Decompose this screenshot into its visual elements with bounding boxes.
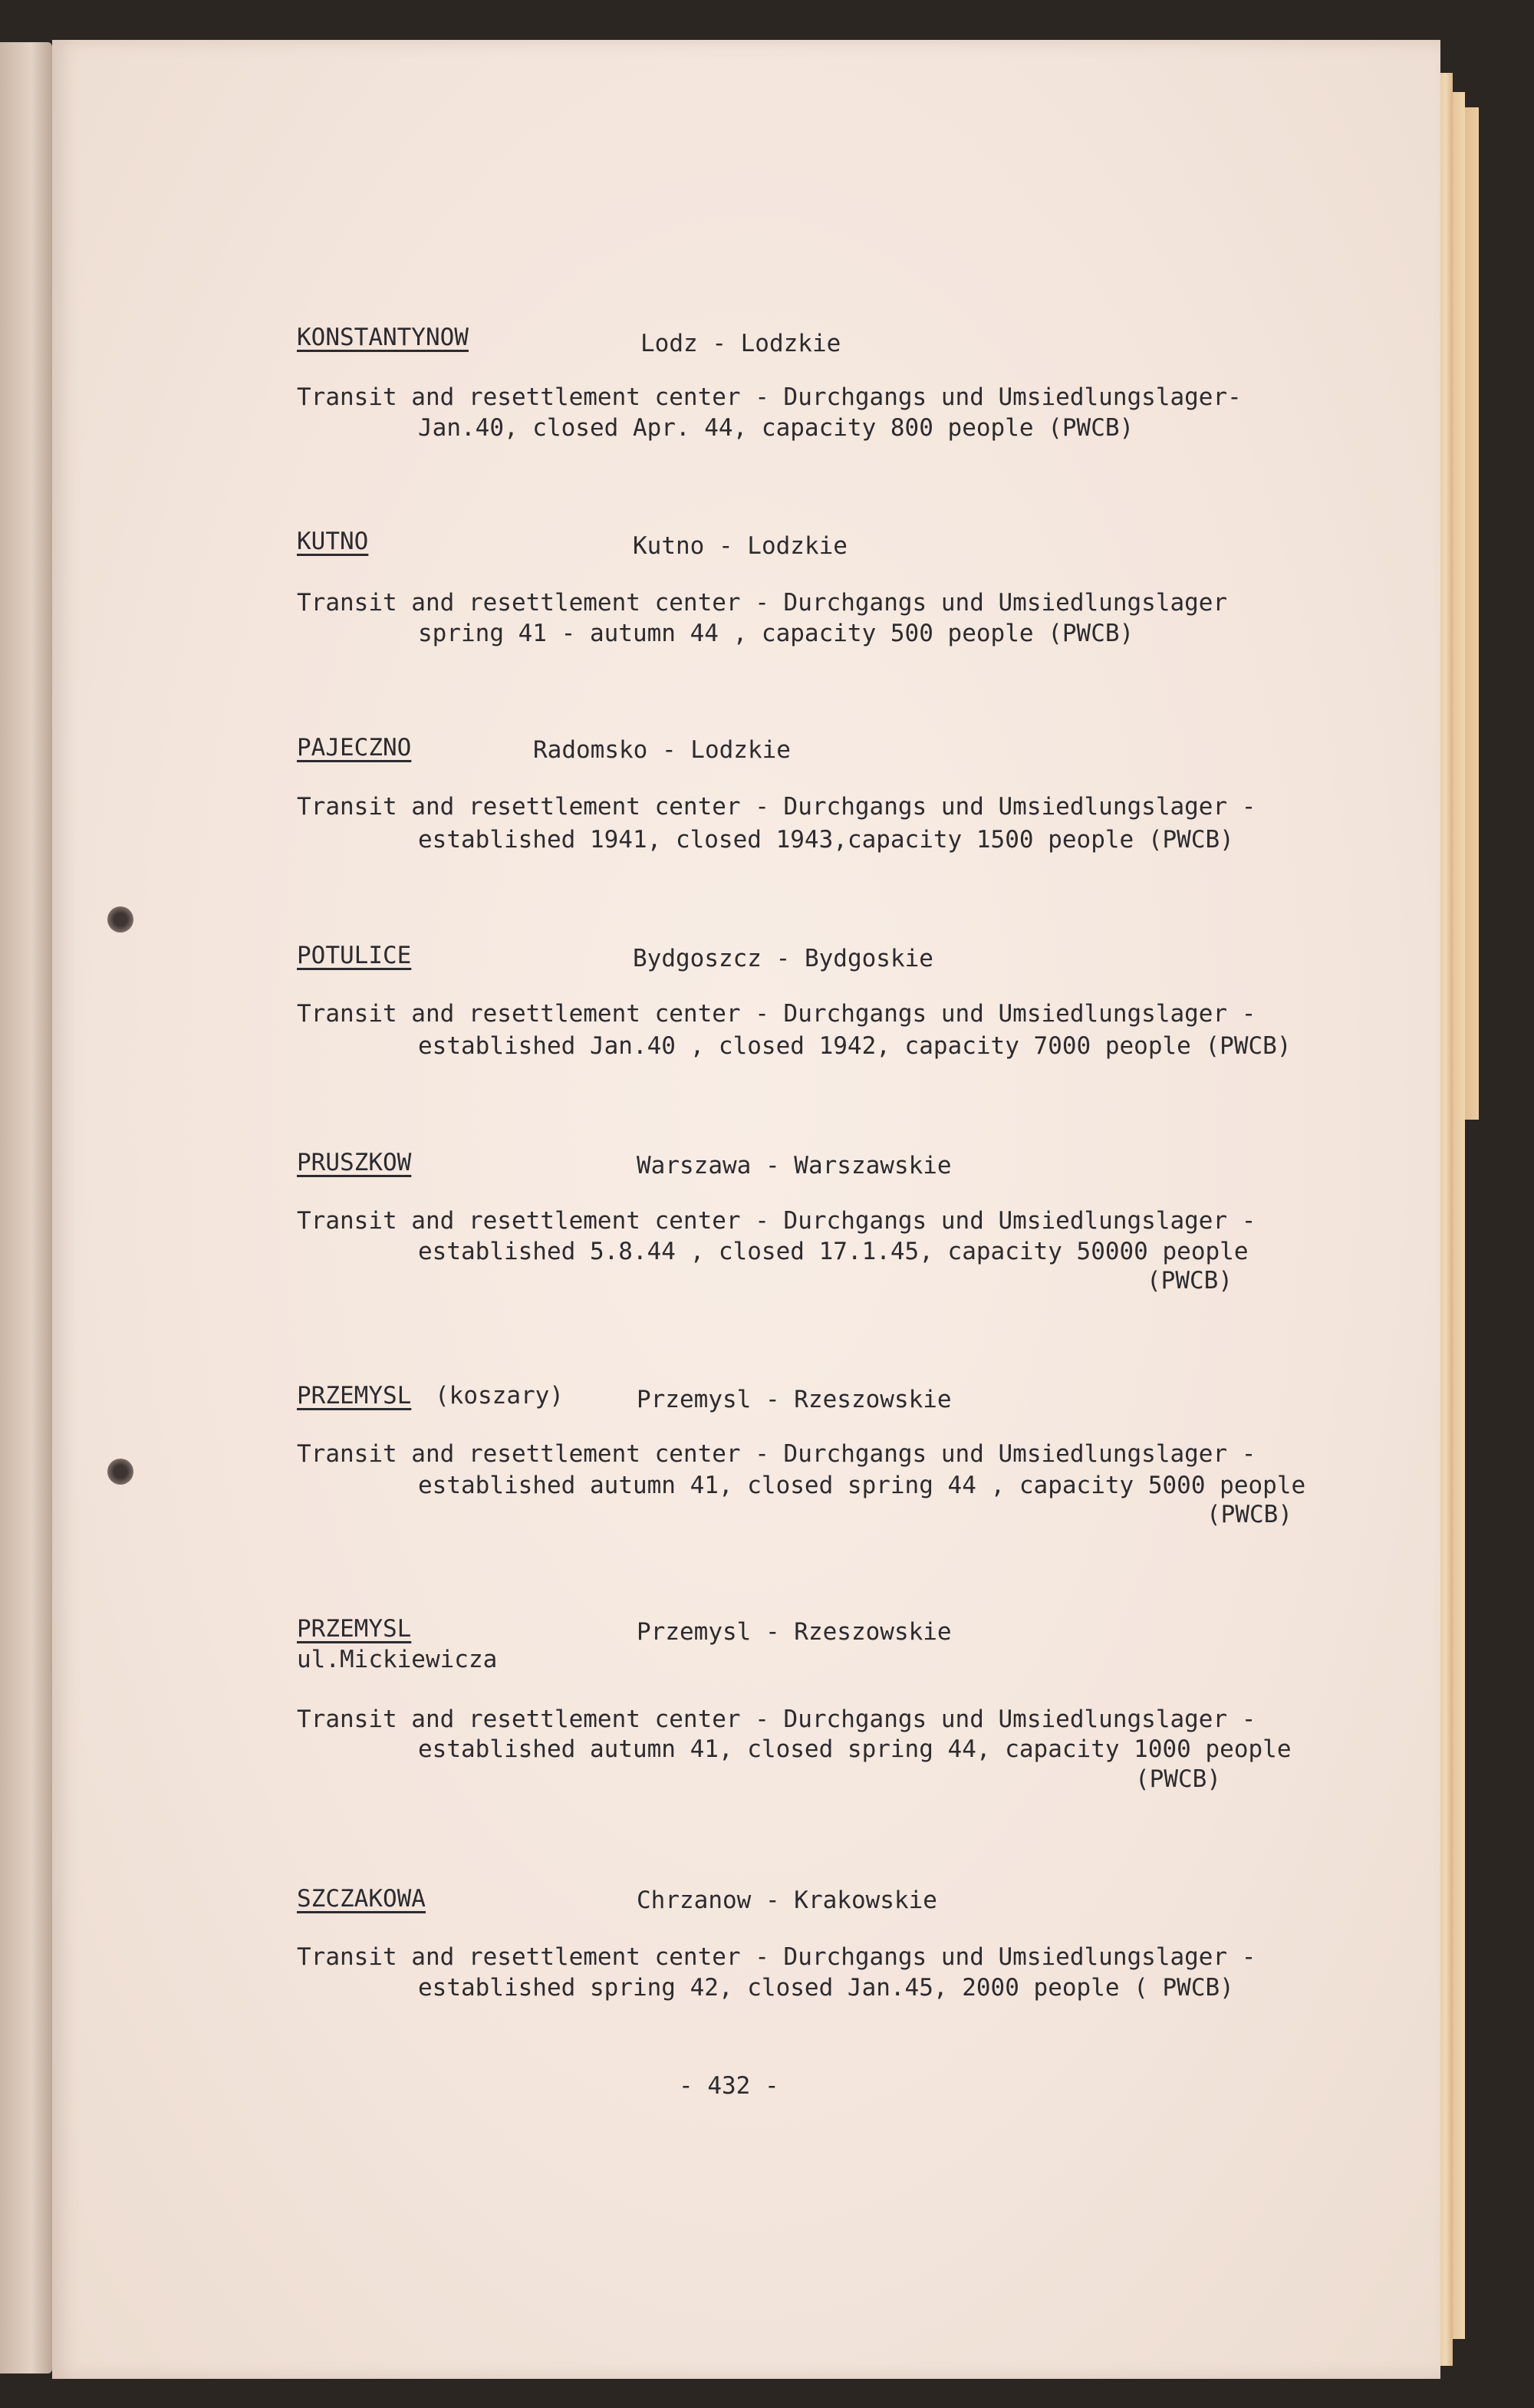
entry-details: established autumn 41, closed spring 44, capacity 1000 people [418, 1735, 1292, 1763]
entry-name: KUTNO [297, 528, 369, 555]
punch-hole-icon [107, 906, 133, 933]
entry-name: PRUSZKOW [297, 1149, 412, 1176]
entry-location: Bydgoszcz - Bydgoskie [633, 945, 933, 972]
entry-sub-address: ul.Mickiewicza [297, 1646, 498, 1673]
entry-description: Transit and resettlement center - Durchgangs und Umsiedlungslager [297, 589, 1228, 617]
entry-source: (PWCB) [1206, 1501, 1292, 1528]
entry-description: Transit and resettlement center - Durchgangs und Umsiedlungslager - [297, 1943, 1256, 1971]
page-stack-edge [1439, 73, 1453, 2366]
entry-location: Przemysl - Rzeszowskie [637, 1618, 952, 1646]
entry-details: established 1941, closed 1943,capacity 1500 people (PWCB) [418, 826, 1234, 854]
entry-name: PAJECZNO [297, 734, 412, 762]
entry-location: Radomsko - Lodzkie [533, 736, 791, 764]
entry-description: Transit and resettlement center - Durchgangs und Umsiedlungslager - [297, 1440, 1256, 1468]
entry-name: SZCZAKOWA [297, 1885, 426, 1913]
entry-description: Transit and resettlement center - Durchgangs und Umsiedlungslager- [297, 383, 1242, 411]
entry-details: established spring 42, closed Jan.45, 2000 people ( PWCB) [418, 1974, 1234, 2002]
entry-location: Warszawa - Warszawskie [637, 1152, 952, 1179]
entry-source: (PWCB) [1135, 1765, 1221, 1793]
page-stack-edge [1451, 92, 1465, 2339]
entry-location: Chrzanow - Krakowskie [637, 1887, 937, 1914]
entry-description: Transit and resettlement center - Durchgangs und Umsiedlungslager - [297, 1207, 1256, 1235]
entry-name-suffix: (koszary) [435, 1382, 564, 1410]
entry-name: PRZEMYSL [297, 1382, 412, 1410]
entry-details: established Jan.40 , closed 1942, capacity 7000 people (PWCB) [418, 1032, 1292, 1060]
entry-details: established 5.8.44 , closed 17.1.45, capacity 50000 people [418, 1238, 1249, 1265]
entry-location: Kutno - Lodzkie [633, 532, 848, 560]
page-number: - 432 - [679, 2072, 779, 2100]
entry-description: Transit and resettlement center - Durchgangs und Umsiedlungslager - [297, 1000, 1256, 1028]
facing-page-edge [0, 42, 52, 2373]
entry-name: PRZEMYSL [297, 1615, 412, 1643]
entry-source: (PWCB) [1147, 1267, 1233, 1294]
entry-name: POTULICE [297, 942, 412, 969]
entry-name: KONSTANTYNOW [297, 324, 469, 351]
punch-hole-icon [107, 1459, 133, 1485]
entry-details: established autumn 41, closed spring 44 , capacity 5000 people [418, 1472, 1306, 1499]
entry-location: Lodz - Lodzkie [640, 330, 841, 357]
entry-description: Transit and resettlement center - Durchgangs und Umsiedlungslager - [297, 793, 1256, 821]
page-stack-edge [1465, 107, 1479, 1120]
entry-location: Przemysl - Rzeszowskie [637, 1386, 952, 1413]
entry-details: Jan.40, closed Apr. 44, capacity 800 people (PWCB) [418, 414, 1134, 442]
entry-details: spring 41 - autumn 44 , capacity 500 people (PWCB) [418, 620, 1134, 647]
entry-description: Transit and resettlement center - Durchgangs und Umsiedlungslager - [297, 1706, 1256, 1733]
